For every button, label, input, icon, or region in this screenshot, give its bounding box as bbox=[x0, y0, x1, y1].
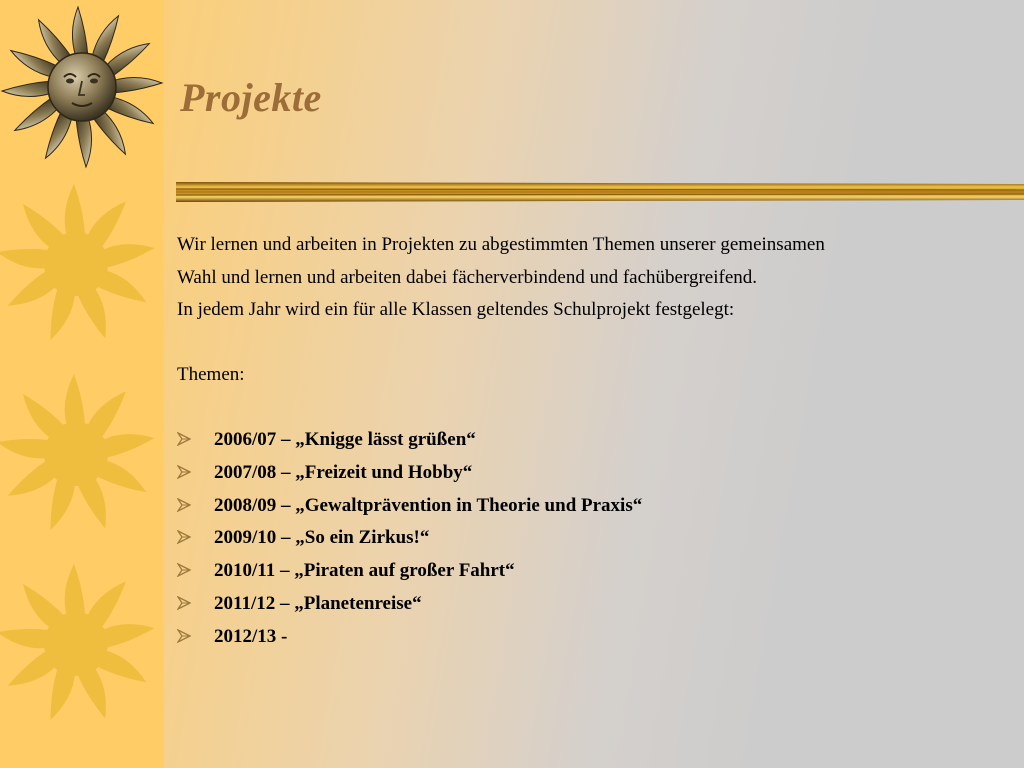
arrow-bullet-icon bbox=[177, 629, 191, 643]
arrow-bullet-icon bbox=[177, 563, 191, 577]
arrow-bullet-icon bbox=[177, 498, 191, 512]
intro-line: Wir lernen und arbeiten in Projekten zu abgestimmten Themen unserer gemeinsamen bbox=[177, 234, 825, 255]
topic-text: 2007/08 – „Freizeit und Hobby“ bbox=[214, 461, 473, 483]
slide-body bbox=[177, 229, 1007, 654]
gold-divider bbox=[176, 181, 1024, 203]
topic-text: 2008/09 – „Gewaltprävention in Theorie und Praxis“ bbox=[214, 494, 643, 516]
list-item bbox=[177, 621, 1007, 654]
arrow-bullet-icon bbox=[177, 530, 191, 544]
arrow-bullet-icon bbox=[177, 596, 191, 610]
gold-sun-icon bbox=[0, 182, 164, 347]
list-item bbox=[177, 588, 1007, 621]
metal-sun-face-icon bbox=[0, 5, 164, 173]
gold-sun-icon bbox=[0, 562, 164, 727]
topic-text: 2011/12 – „Planetenreise“ bbox=[214, 592, 422, 614]
arrow-bullet-icon bbox=[177, 465, 191, 479]
topic-list bbox=[177, 424, 1007, 654]
decorative-sidebar bbox=[0, 0, 164, 768]
gold-sun-icon bbox=[0, 372, 164, 537]
list-item bbox=[177, 457, 1007, 490]
topic-text: 2010/11 – „Piraten auf großer Fahrt“ bbox=[214, 560, 515, 582]
topic-text: 2006/07 – „Knigge lässt grüßen“ bbox=[214, 429, 476, 450]
list-item bbox=[177, 522, 1007, 555]
list-item bbox=[177, 555, 1007, 588]
topic-text: 2012/13 - bbox=[214, 625, 288, 647]
themes-label: Themen: bbox=[177, 364, 245, 385]
page-title: Projekte bbox=[180, 75, 322, 120]
intro-line: Wahl und lernen und arbeiten dabei fächerverbindend und fachübergreifend. bbox=[177, 266, 758, 288]
list-item bbox=[177, 490, 1007, 523]
arrow-bullet-icon bbox=[177, 432, 191, 446]
topic-text: 2009/10 – „So ein Zirkus!“ bbox=[214, 527, 430, 549]
list-item bbox=[177, 424, 1007, 457]
intro-line: In jedem Jahr wird ein für alle Klassen geltendes Schulprojekt festgelegt: bbox=[177, 299, 735, 320]
